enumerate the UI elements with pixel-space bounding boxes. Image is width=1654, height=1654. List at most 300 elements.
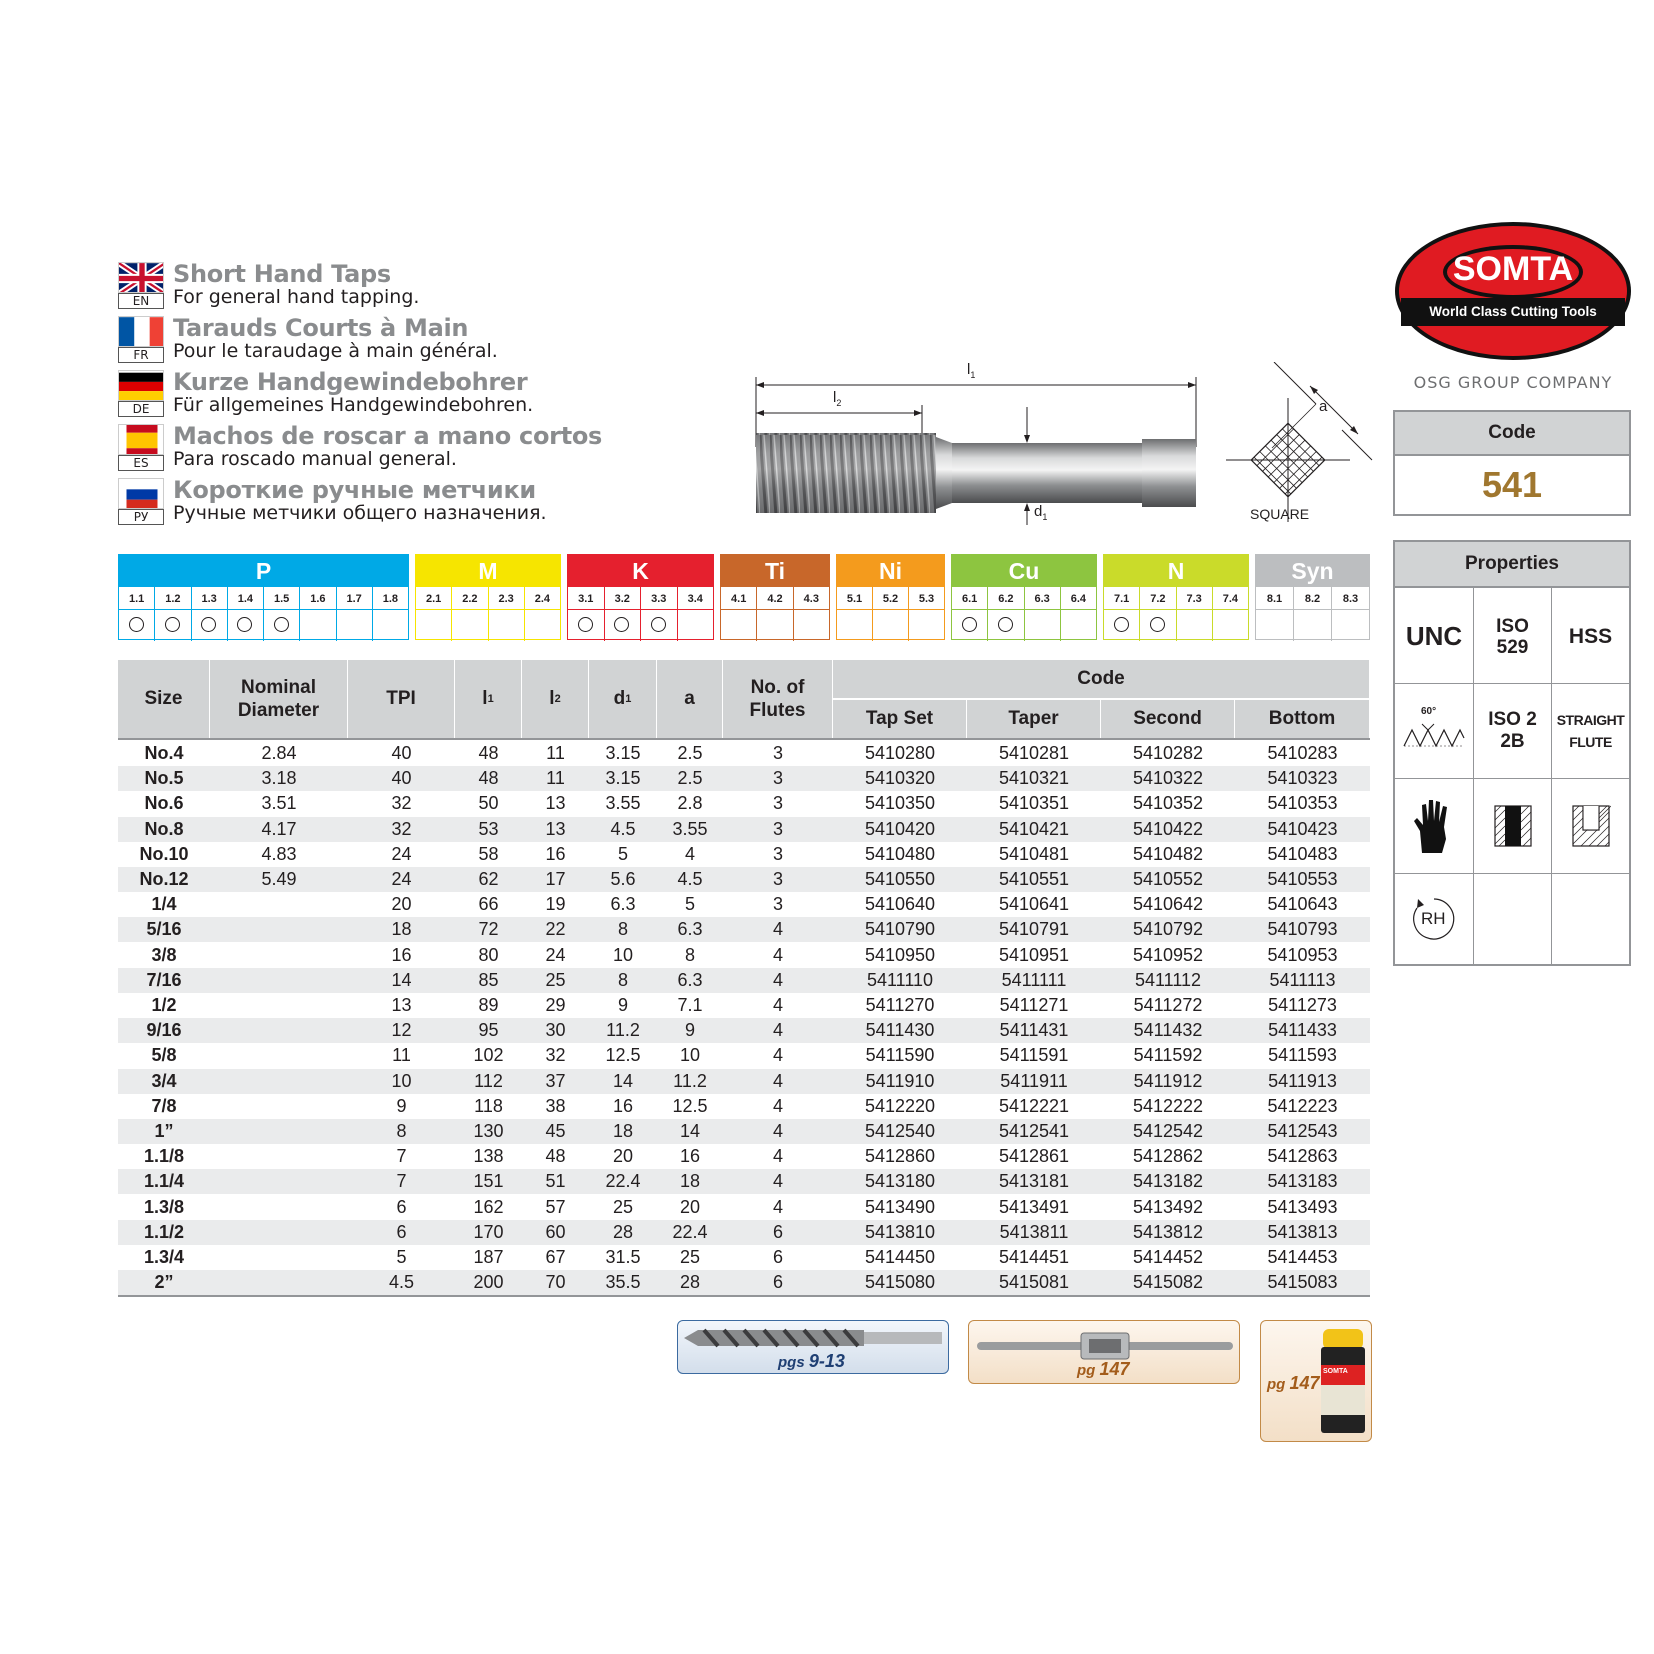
table-cell: 3 [772, 793, 783, 814]
table-row [118, 993, 1370, 1018]
table-cell: 4 [684, 843, 695, 864]
material-group-name: K [568, 555, 713, 587]
table-cell: 5410552 [1132, 869, 1204, 889]
table-cell: 5411911 [1000, 1070, 1068, 1091]
material-group-m [415, 554, 561, 640]
rh-label: RH [1421, 909, 1446, 928]
table-cell: 4.5 [610, 818, 636, 839]
material-subgroup [525, 587, 560, 641]
table-cell [210, 1119, 348, 1144]
table-row [118, 1220, 1370, 1245]
table-cell: 5410951 [998, 944, 1070, 965]
table-cell: 138 [473, 1146, 504, 1167]
table-cell: 5410550 [864, 869, 936, 889]
table-cell: 12.5 [605, 1045, 641, 1066]
material-subgroup [837, 587, 873, 641]
table-cell: 5412541 [998, 1121, 1070, 1141]
material-group-name: Ni [837, 555, 944, 587]
table-row [118, 943, 1370, 968]
table-cell: 5411112 [1134, 969, 1202, 990]
subgroup-number: 8.1 [1256, 589, 1293, 610]
table-cell: 25 [679, 1247, 701, 1267]
language-title: Tarauds Courts à Main [173, 314, 469, 342]
right-hand-cell [1395, 874, 1473, 964]
table-cell [210, 892, 348, 917]
table-cell: 5413492 [1132, 1196, 1204, 1217]
material-subgroup [757, 587, 793, 641]
straight-flute-cell: STRAIGHT FLUTE [1556, 712, 1625, 750]
table-cell: 95 [478, 1020, 499, 1041]
table-cell: 162 [473, 1196, 504, 1217]
table-cell: 7/16 [146, 969, 182, 990]
subgroup-number: 6.3 [1025, 589, 1060, 610]
table-cell: 8 [617, 969, 628, 990]
language-title: Short Hand Taps [173, 260, 391, 288]
table-cell: 4 [772, 1020, 783, 1041]
table-cell: 4 [772, 1095, 783, 1116]
table-row [118, 817, 1370, 842]
table-cell: 60 [545, 1221, 566, 1242]
fluid-page-ref: pg 147 [1267, 1373, 1320, 1393]
table-cell: 5411912 [1133, 1070, 1203, 1091]
table-cell: 5410282 [1132, 743, 1204, 763]
table-cell: 3 [772, 843, 783, 864]
table-row [118, 766, 1370, 791]
d1-label: $d_1$ [1034, 503, 1048, 522]
table-cell: 45 [545, 1121, 566, 1141]
subgroup-number: 2.2 [452, 589, 487, 610]
language-title: Kurze Handgewindebohrer [173, 368, 528, 396]
table-cell: 5412860 [864, 1146, 936, 1167]
unc-cell: UNC [1405, 621, 1463, 651]
table-cell: 5410320 [864, 768, 936, 789]
header-l2: l 2 [522, 660, 589, 738]
table-cell: 24 [391, 843, 412, 864]
subgroup-number: 1.1 [119, 589, 154, 610]
table-cell: 5411593 [1268, 1045, 1337, 1066]
table-cell: 3 [772, 818, 783, 839]
table-cell: 9/16 [146, 1020, 182, 1041]
table-cell: 5410421 [998, 818, 1070, 839]
material-subgroup [641, 587, 678, 641]
table-row [118, 791, 1370, 816]
table-cell: 5413810 [864, 1221, 936, 1242]
group-text: OSG GROUP COMPANY [1413, 373, 1613, 392]
table-cell: 8 [396, 1121, 407, 1141]
material-subgroup [952, 587, 988, 641]
header-taper: Taper [967, 700, 1101, 738]
language-subtitle: For general hand tapping. [173, 286, 420, 308]
cutting-fluid-accessory[interactable] [1260, 1320, 1372, 1442]
material-subgroup [192, 587, 228, 641]
table-cell: 9 [617, 995, 628, 1015]
suitability-circle-icon [129, 617, 144, 632]
subgroup-number: 3.4 [678, 589, 714, 610]
table-cell [210, 1094, 348, 1119]
header-tap-set: Tap Set [833, 700, 967, 738]
table-cell: 4 [772, 944, 783, 965]
flag-icon [118, 316, 164, 347]
table-cell: 102 [473, 1045, 504, 1066]
header-nominal-diameter: Nominal Diameter [210, 660, 348, 738]
table-row [118, 892, 1370, 917]
table-cell: 2.5 [677, 768, 703, 789]
table-row [118, 1043, 1370, 1068]
table-cell: 17 [545, 869, 566, 889]
table-cell: 5410791 [998, 919, 1070, 940]
material-group-ni [836, 554, 945, 640]
table-cell [210, 1043, 348, 1068]
table-cell: 5411113 [1269, 969, 1336, 990]
flag-icon [118, 370, 164, 401]
subgroup-number: 5.2 [873, 589, 908, 610]
table-cell: 5410953 [1267, 944, 1338, 965]
subgroup-number: 7.1 [1104, 589, 1139, 610]
table-cell: 5413491 [998, 1196, 1070, 1217]
subgroup-number: 4.3 [794, 589, 829, 610]
language-code: ES [118, 455, 164, 471]
table-cell: 5414453 [1267, 1247, 1338, 1267]
table-cell: 5412543 [1267, 1121, 1338, 1141]
table-cell: 16 [391, 944, 412, 965]
header-l1: l 1 [455, 660, 522, 738]
header-d1: d 1 [589, 660, 657, 738]
material-group-name: Cu [952, 555, 1096, 587]
suitability-circle-icon [998, 617, 1013, 632]
table-row [118, 842, 1370, 867]
table-cell: 37 [545, 1070, 566, 1091]
table-cell: 1/4 [151, 894, 177, 915]
table-cell: 3.55 [672, 818, 708, 839]
table-cell: 58 [478, 843, 499, 864]
table-cell: No.6 [144, 793, 184, 814]
table-cell: 118 [474, 1095, 503, 1116]
table-cell: 14 [679, 1121, 701, 1141]
table-cell: 5411270 [865, 995, 935, 1015]
properties-label: Properties [1395, 542, 1629, 588]
language-row-4 [118, 476, 547, 528]
table-cell: 53 [478, 818, 499, 839]
hss-cell: HSS [1568, 624, 1613, 648]
table-row [118, 1119, 1370, 1144]
table-cell: 28 [612, 1221, 634, 1242]
table-cell: 4.83 [261, 843, 297, 864]
material-subgroup [1104, 587, 1140, 641]
table-cell: 1.3/4 [143, 1247, 185, 1267]
material-group-n [1103, 554, 1249, 640]
suitability-circle-icon [201, 617, 216, 632]
table-cell: 5.6 [610, 869, 636, 889]
material-subgroup [1025, 587, 1061, 641]
table-cell: 1.3/8 [143, 1196, 185, 1217]
table-cell: 4.5 [677, 869, 703, 889]
table-cell: 5410350 [864, 793, 936, 814]
tap-wrench-accessory[interactable] [968, 1320, 1240, 1384]
table-cell: 5410483 [1267, 843, 1338, 864]
table-cell: 3.15 [605, 768, 641, 789]
language-subtitle: Ручные метчики общего назначения. [173, 502, 547, 524]
table-cell: 5410950 [864, 944, 936, 965]
table-cell: 50 [478, 793, 499, 814]
table-cell: 18 [612, 1121, 634, 1141]
table-row [118, 1094, 1370, 1119]
table-cell: 48 [478, 768, 499, 789]
table-cell: 30 [545, 1020, 566, 1041]
material-subgroup [373, 587, 408, 641]
table-cell: 4 [772, 1146, 783, 1167]
table-cell: 6 [772, 1272, 783, 1293]
table-cell [210, 943, 348, 968]
table-cell: 7 [396, 1146, 407, 1167]
table-cell: 5411431 [999, 1020, 1069, 1041]
table-cell: 72 [478, 919, 499, 940]
table-cell: 5/16 [146, 919, 182, 940]
table-cell [210, 1144, 348, 1169]
table-cell: 5413182 [1132, 1171, 1204, 1192]
table-row [118, 1195, 1370, 1220]
table-cell: 5413180 [864, 1171, 936, 1192]
table-cell: 2.8 [677, 793, 703, 814]
table-cell: 4.17 [261, 818, 297, 839]
material-subgroup [452, 587, 488, 641]
material-group-name: M [416, 555, 560, 587]
table-cell: 38 [545, 1095, 566, 1116]
table-cell: 35.5 [605, 1272, 641, 1293]
subgroup-number: 1.8 [373, 589, 408, 610]
table-cell: 66 [478, 894, 499, 915]
table-cell: 4 [772, 1121, 783, 1141]
language-subtitle: Para roscado manual general. [173, 448, 457, 470]
table-cell: 25 [545, 969, 566, 990]
table-cell: 5415082 [1132, 1272, 1204, 1293]
material-group-name: Syn [1256, 555, 1369, 587]
table-cell: 5412862 [1132, 1146, 1204, 1167]
table-cell: 10 [679, 1045, 701, 1066]
table-cell: 12.5 [672, 1095, 708, 1116]
table-cell: 6 [772, 1247, 783, 1267]
table-cell: 24 [545, 944, 566, 965]
table-cell: 5415081 [998, 1272, 1070, 1293]
table-cell: 3.55 [605, 793, 641, 814]
subgroup-number: 1.3 [192, 589, 227, 610]
suitability-circle-icon [1150, 617, 1165, 632]
l2-label: $l_2$ [833, 389, 842, 408]
table-cell: 40 [391, 768, 412, 789]
table-cell: 112 [474, 1070, 503, 1091]
table-cell: 13 [545, 793, 566, 814]
table-cell [210, 1195, 348, 1220]
table-cell: 5413493 [1267, 1196, 1338, 1217]
table-cell: 11.2 [606, 1020, 640, 1041]
table-row [118, 1018, 1370, 1043]
table-cell: 5410351 [998, 793, 1070, 814]
subgroup-number: 6.4 [1061, 589, 1096, 610]
subgroup-number: 1.5 [264, 589, 299, 610]
subgroup-number: 3.2 [605, 589, 641, 610]
table-cell: 5410643 [1267, 894, 1338, 915]
material-subgroup [300, 587, 336, 641]
table-cell: 4 [772, 1045, 783, 1066]
subgroup-number: 1.7 [337, 589, 372, 610]
suitability-circle-icon [237, 617, 252, 632]
material-subgroup [1256, 587, 1294, 641]
table-cell: 3.51 [261, 793, 297, 814]
language-code: EN [118, 293, 164, 309]
table-cell: 85 [478, 969, 499, 990]
table-cell: 20 [391, 894, 412, 915]
table-cell: No.5 [144, 768, 184, 789]
table-cell: 5411913 [1268, 1070, 1337, 1091]
flag-icon [118, 262, 164, 293]
material-group-p [118, 554, 409, 640]
table-cell: 1.1/4 [143, 1171, 185, 1192]
table-cell: 5410280 [864, 743, 936, 763]
table-cell: 8 [617, 919, 628, 940]
table-cell: 5410952 [1132, 944, 1204, 965]
table-cell: 13 [391, 995, 412, 1015]
table-cell [210, 1169, 348, 1194]
table-cell: 28 [679, 1272, 701, 1293]
table-cell: 5410422 [1132, 818, 1204, 839]
table-cell: 5410323 [1267, 768, 1338, 789]
table-cell: 5412542 [1132, 1121, 1204, 1141]
material-subgroup [1061, 587, 1096, 641]
table-cell: 5410281 [998, 743, 1070, 763]
table-cell: 5411433 [1268, 1020, 1337, 1041]
table-cell: 5412863 [1267, 1146, 1338, 1167]
subgroup-number: 5.1 [837, 589, 872, 610]
table-cell: 5413181 [998, 1171, 1070, 1192]
language-code: DE [118, 401, 164, 417]
properties-panel [1393, 540, 1631, 966]
table-cell: 5410640 [864, 894, 936, 915]
table-cell: 2.84 [261, 743, 297, 763]
suitability-circle-icon [1114, 617, 1129, 632]
table-cell: 170 [473, 1221, 504, 1242]
suitability-circle-icon [578, 617, 593, 632]
table-cell: 16 [679, 1146, 701, 1167]
table-cell: 14 [612, 1070, 634, 1091]
table-cell: 5411273 [1268, 995, 1337, 1015]
table-cell: 32 [391, 818, 412, 839]
table-cell: 67 [545, 1247, 566, 1267]
table-row [118, 917, 1370, 942]
table-cell: 3/8 [151, 944, 177, 965]
table-cell: 5410420 [864, 818, 936, 839]
table-cell: 6.3 [677, 919, 703, 940]
table-cell: 89 [478, 995, 499, 1015]
table-cell: 9 [396, 1095, 407, 1116]
table-cell: 11 [392, 1045, 411, 1066]
table-cell: 5410551 [998, 869, 1070, 889]
table-cell: 5415083 [1267, 1272, 1338, 1293]
table-cell: 5411110 [866, 969, 934, 990]
table-cell: 24 [391, 869, 412, 889]
table-row [118, 1270, 1370, 1295]
material-subgroup [264, 587, 300, 641]
table-cell: 11.2 [673, 1070, 707, 1091]
material-group-name: Ti [721, 555, 829, 587]
subgroup-number: 2.3 [489, 589, 524, 610]
code-box-value: 541 [1481, 464, 1543, 505]
table-cell: 200 [473, 1272, 504, 1293]
table-cell: 5412540 [864, 1121, 936, 1141]
table-cell: 3 [772, 768, 783, 789]
table-cell: 5410352 [1132, 793, 1204, 814]
table-cell: 5410480 [864, 843, 936, 864]
table-cell: 5412222 [1132, 1095, 1204, 1116]
drill-page-ref: pgs 9-13 [778, 1351, 845, 1371]
table-row [118, 1245, 1370, 1270]
table-cell: 5413811 [999, 1221, 1069, 1242]
material-subgroup [988, 587, 1024, 641]
language-row-0 [118, 262, 538, 312]
table-cell [210, 1069, 348, 1094]
table-cell: 5410321 [998, 768, 1070, 789]
table-cell: 5412861 [998, 1146, 1070, 1167]
table-cell: 12 [391, 1020, 412, 1041]
language-code: РУ [118, 509, 164, 525]
language-row-1 [118, 316, 538, 366]
material-subgroup [337, 587, 373, 641]
table-row [118, 1069, 1370, 1094]
table-cell: 57 [545, 1196, 566, 1217]
drill-accessory[interactable] [677, 1320, 949, 1374]
a-label: a [1319, 398, 1328, 415]
subgroup-number: 7.3 [1177, 589, 1212, 610]
subgroup-number: 3.3 [641, 589, 677, 610]
table-cell: 5414450 [864, 1247, 936, 1267]
table-cell: 3 [772, 894, 783, 915]
table-cell: 5411272 [1133, 995, 1203, 1015]
language-code: FR [118, 347, 164, 363]
table-cell: 11 [546, 768, 565, 789]
subgroup-number: 1.4 [228, 589, 263, 610]
table-cell: 10 [612, 944, 634, 965]
table-cell: 22 [545, 919, 566, 940]
table-cell: 5413812 [1132, 1221, 1204, 1242]
table-cell: 5411591 [999, 1045, 1069, 1066]
table-cell: 48 [478, 743, 499, 763]
table-cell: 9 [684, 1020, 695, 1041]
brand-text: SOMTA [1452, 250, 1574, 288]
table-cell: 80 [478, 944, 499, 965]
table-cell: 32 [391, 793, 412, 814]
table-cell [210, 1220, 348, 1245]
table-cell: 5411590 [865, 1045, 935, 1066]
table-row [118, 1144, 1370, 1169]
hand-icon [1395, 779, 1473, 873]
table-cell: 16 [612, 1095, 634, 1116]
subgroup-number: 4.1 [721, 589, 756, 610]
table-cell: 22.4 [605, 1171, 641, 1192]
table-cell: 8 [684, 944, 695, 965]
table-cell: 25 [612, 1196, 634, 1217]
table-cell: 187 [473, 1247, 504, 1267]
table-cell: 151 [473, 1171, 504, 1192]
material-group-k [567, 554, 714, 640]
table-row [118, 867, 1370, 892]
language-title: Короткие ручные метчики [173, 476, 536, 504]
subgroup-number: 3.1 [568, 589, 604, 610]
subgroup-number: 1.2 [155, 589, 190, 610]
table-cell: 5410322 [1132, 768, 1204, 789]
table-cell: 3/4 [151, 1070, 177, 1091]
table-cell: 5410482 [1132, 843, 1204, 864]
table-cell: 5411432 [1133, 1020, 1203, 1041]
suitability-circle-icon [651, 617, 666, 632]
suitability-circle-icon [274, 617, 289, 632]
